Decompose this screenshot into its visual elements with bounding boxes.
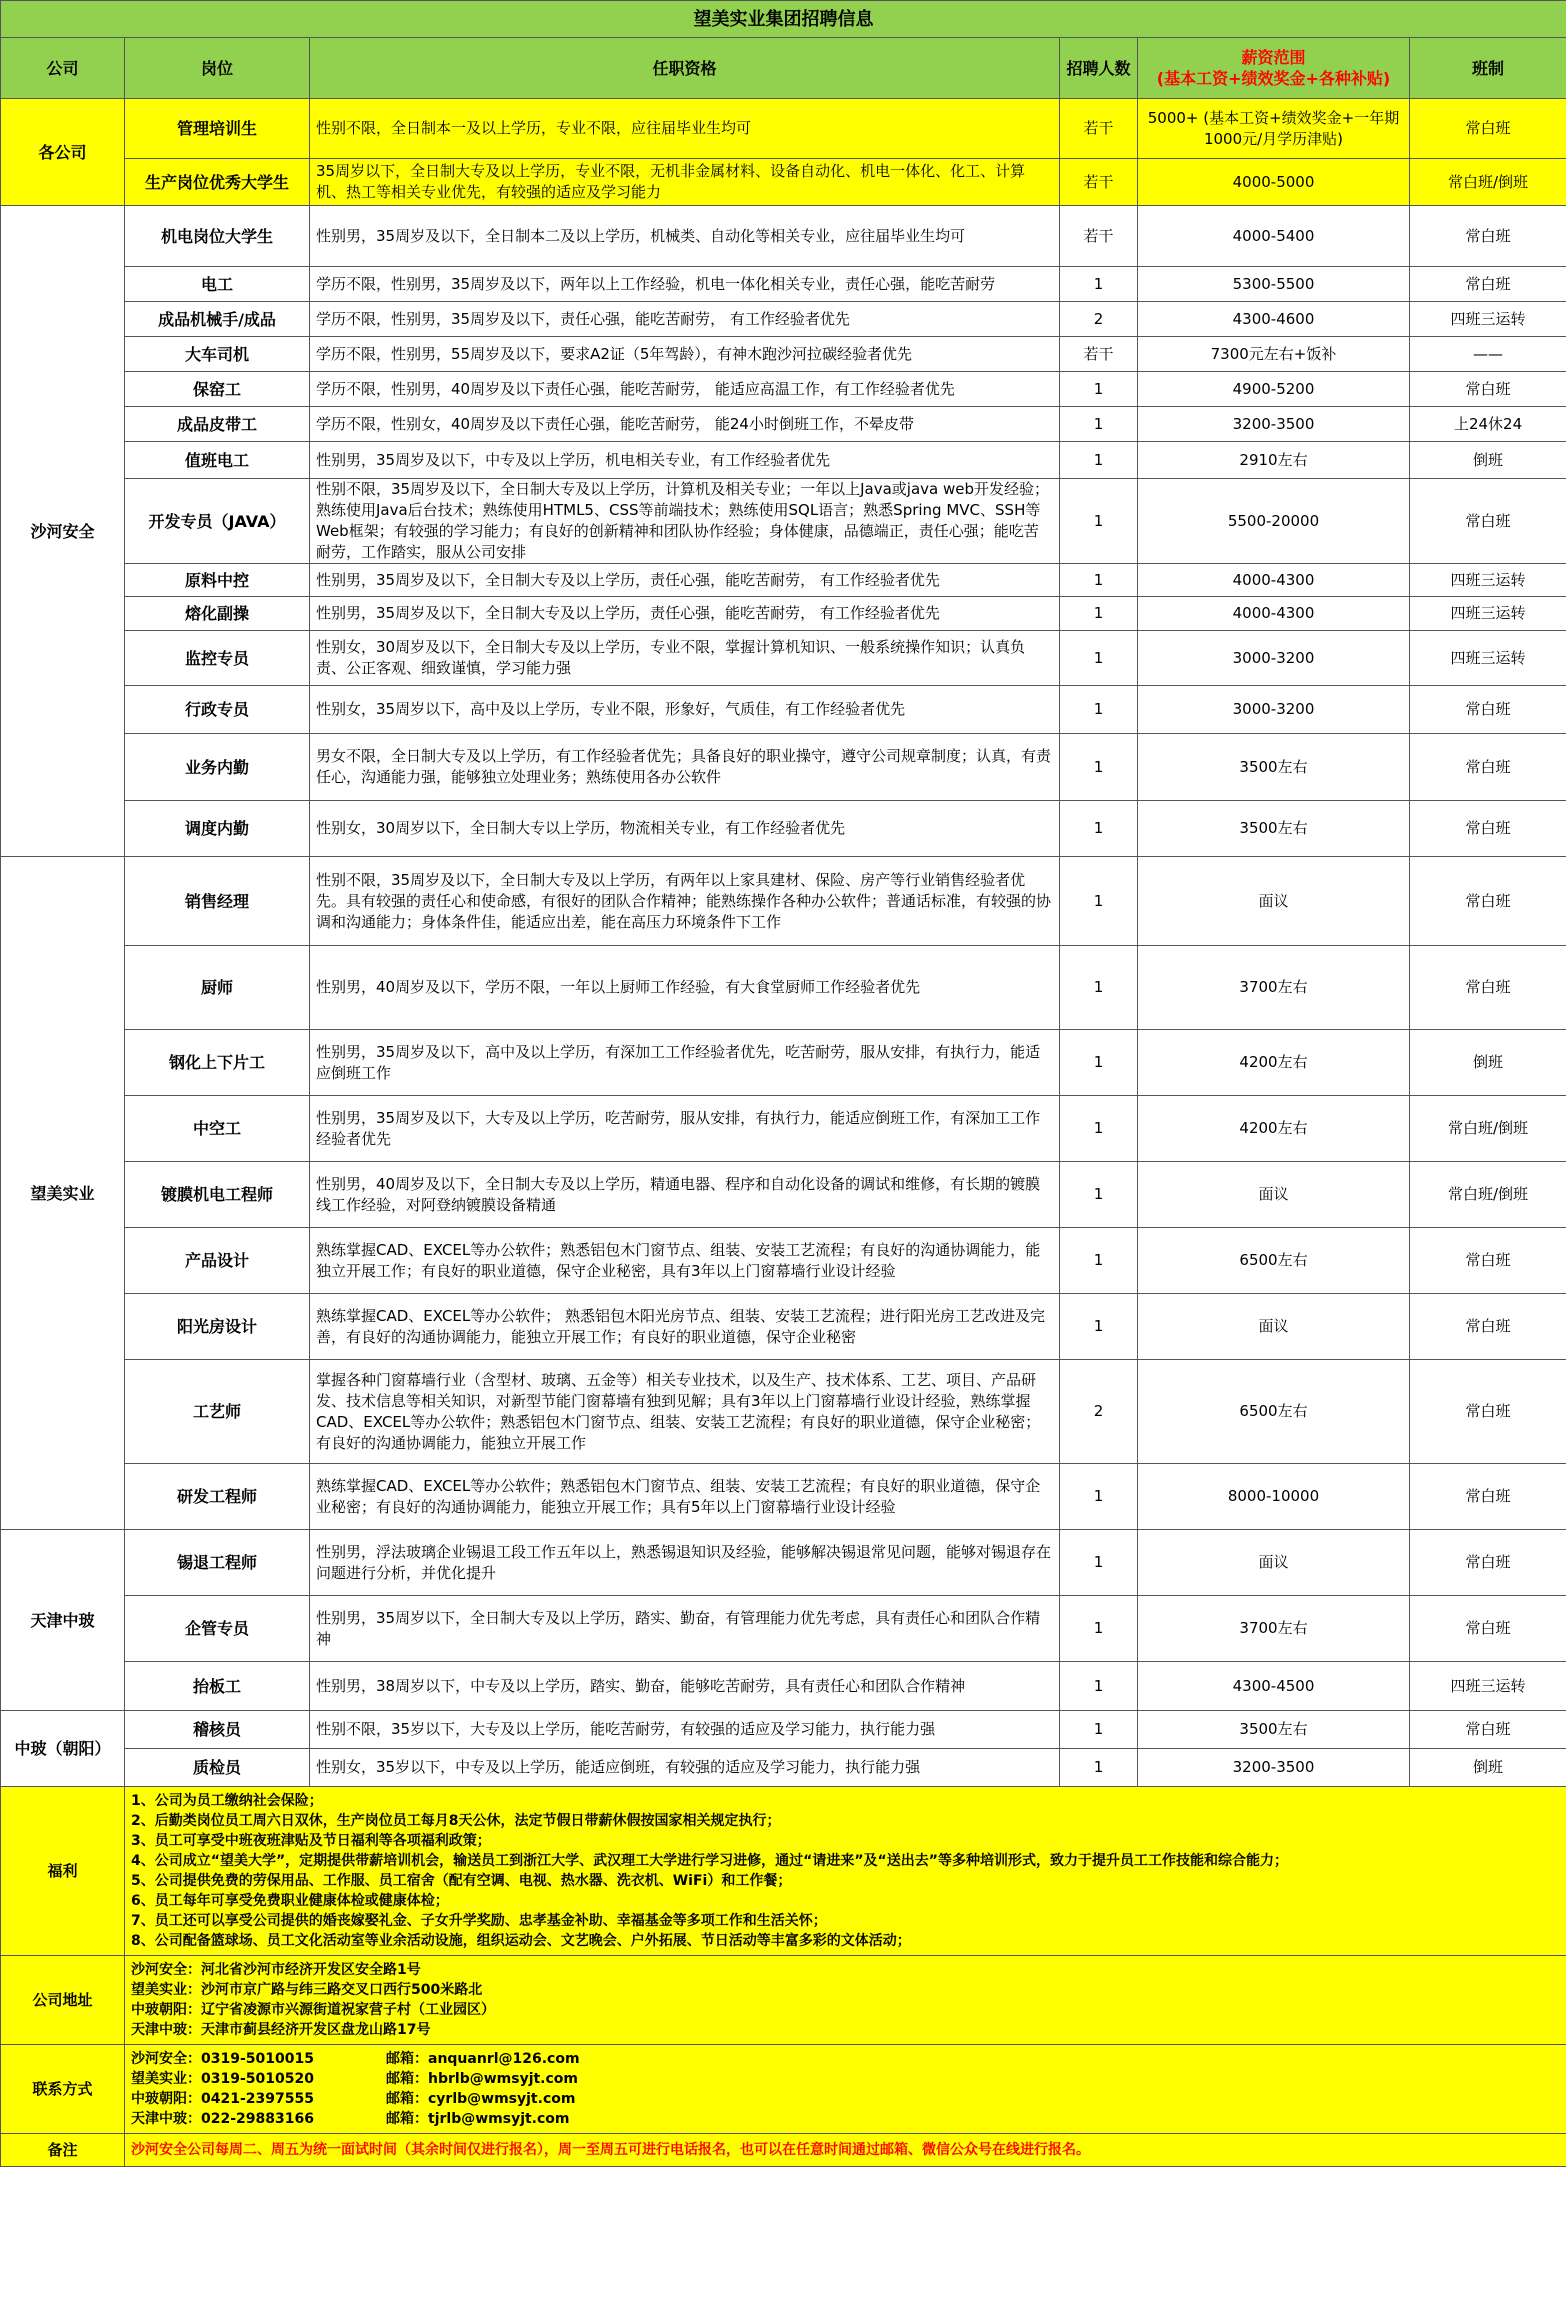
requirements-cell: 性别女，35周岁以下，高中及以上学历，专业不限，形象好，气质佳，有工作经验者优先 <box>310 686 1060 734</box>
shift-cell: 四班三运转 <box>1410 1662 1566 1711</box>
salary-cell: 2910左右 <box>1138 442 1410 479</box>
salary-cell: 3000-3200 <box>1138 631 1410 686</box>
requirements-cell: 性别男，40周岁及以下，全日制大专及以上学历，精通电器、程序和自动化设备的调试和维修，有长期的镀膜线工作经验，对阿登纳镀膜设备精通 <box>310 1162 1060 1228</box>
company-cell: 各公司 <box>1 99 125 206</box>
table-row <box>1 1711 1566 1749</box>
requirements-cell: 性别不限，全日制本一及以上学历，专业不限，应往届毕业生均可 <box>310 99 1060 159</box>
requirements-cell: 性别不限，35岁以下，大专及以上学历，能吃苦耐劳，有较强的适应及学习能力，执行能力强 <box>310 1711 1060 1749</box>
table-row <box>1 686 1566 734</box>
table-row <box>1 1228 1566 1294</box>
requirements-cell: 熟练掌握CAD、EXCEL等办公软件；熟悉铝包木门窗节点、组装、安装工艺流程；有良好的沟通协调能力，能独立开展工作；有良好的职业道德，保守企业秘密，具有3年以上门窗幕墙行业设计经验 <box>310 1228 1060 1294</box>
requirements-cell: 性别男，35周岁及以下，全日制大专及以上学历，责任心强，能吃苦耐劳， 有工作经验者优先 <box>310 597 1060 631</box>
requirements-cell: 学历不限，性别男，35周岁及以下，责任心强，能吃苦耐劳， 有工作经验者优先 <box>310 302 1060 337</box>
count-cell: 1 <box>1060 801 1138 857</box>
table-row <box>1 1360 1566 1464</box>
position-cell: 值班电工 <box>125 442 310 479</box>
position-cell: 成品皮带工 <box>125 407 310 442</box>
salary-cell: 3700左右 <box>1138 946 1410 1030</box>
shift-cell: 常白班 <box>1410 1530 1566 1596</box>
contact-email: 邮箱：anquanrl@126.com <box>386 2051 580 2067</box>
count-cell: 1 <box>1060 1711 1138 1749</box>
count-cell: 1 <box>1060 1030 1138 1096</box>
shift-cell: 常白班/倒班 <box>1410 1096 1566 1162</box>
address-item: 天津中玻：天津市蓟县经济开发区盘龙山路17号 <box>131 2022 431 2038</box>
salary-cell: 8000-10000 <box>1138 1464 1410 1530</box>
table-row <box>1 1030 1566 1096</box>
salary-cell: 3500左右 <box>1138 801 1410 857</box>
welfare-item: 6、员工每年可享受免费职业健康体检或健康体检； <box>131 1893 449 1909</box>
address-item: 中玻朝阳：辽宁省凌源市兴源街道祝家营子村（工业园区） <box>131 2002 495 2018</box>
requirements-cell: 性别男，38周岁以下，中专及以上学历，踏实、勤奋，能够吃苦耐劳，具有责任心和团队合作精神 <box>310 1662 1060 1711</box>
position-cell: 钢化上下片工 <box>125 1030 310 1096</box>
welfare-item: 5、公司提供免费的劳保用品、工作服、员工宿舍（配有空调、电视、热水器、洗衣机、WiFi）和工作餐； <box>131 1873 792 1889</box>
salary-cell: 面议 <box>1138 1294 1410 1360</box>
salary-cell: 6500左右 <box>1138 1228 1410 1294</box>
position-cell: 销售经理 <box>125 857 310 946</box>
company-cell: 中玻（朝阳） <box>1 1711 125 1787</box>
shift-cell: —— <box>1410 337 1566 372</box>
count-cell: 1 <box>1060 946 1138 1030</box>
table-row <box>1 1596 1566 1662</box>
note-cell <box>125 2134 1566 2167</box>
count-cell: 2 <box>1060 302 1138 337</box>
position-cell: 大车司机 <box>125 337 310 372</box>
requirements-cell: 男女不限，全日制大专及以上学历，有工作经验者优先；具备良好的职业操守，遵守公司规章制度；认真，有责任心，沟通能力强，能够独立处理业务；熟练使用各办公软件 <box>310 734 1060 801</box>
welfare-item: 3、员工可享受中班夜班津贴及节日福利等各项福利政策； <box>131 1833 491 1849</box>
requirements-cell: 熟练掌握CAD、EXCEL等办公软件；熟悉铝包木门窗节点、组装、安装工艺流程；有良好的职业道德，保守企业秘密；有良好的沟通协调能力，能独立开展工作；具有5年以上门窗幕墙行业设计经验 <box>310 1464 1060 1530</box>
shift-cell: 常白班 <box>1410 99 1566 159</box>
requirements-cell: 性别男，35周岁及以下，中专及以上学历，机电相关专业，有工作经验者优先 <box>310 442 1060 479</box>
table-row <box>1 597 1566 631</box>
count-cell: 1 <box>1060 372 1138 407</box>
position-cell: 调度内勤 <box>125 801 310 857</box>
requirements-cell: 学历不限，性别男，35周岁及以下，两年以上工作经验，机电一体化相关专业，责任心强，能吃苦耐劳 <box>310 267 1060 302</box>
shift-cell: 常白班/倒班 <box>1410 1162 1566 1228</box>
salary-cell: 5500-20000 <box>1138 479 1410 564</box>
count-cell: 1 <box>1060 1662 1138 1711</box>
contact-item <box>131 2069 1560 2089</box>
header-position: 岗位 <box>125 38 310 99</box>
position-cell: 工艺师 <box>125 1360 310 1464</box>
position-cell: 业务内勤 <box>125 734 310 801</box>
shift-cell: 常白班 <box>1410 1228 1566 1294</box>
table-row <box>1 1294 1566 1360</box>
shift-cell: 倒班 <box>1410 1030 1566 1096</box>
position-cell: 中空工 <box>125 1096 310 1162</box>
address-label: 公司地址 <box>1 1956 125 2045</box>
requirements-cell: 性别女，30周岁及以下，全日制大专及以上学历，专业不限，掌握计算机知识、一般系统操作知识；认真负责、公正客观、细致谨慎，学习能力强 <box>310 631 1060 686</box>
welfare-list <box>125 1787 1566 1956</box>
salary-cell: 4300-4600 <box>1138 302 1410 337</box>
salary-cell: 6500左右 <box>1138 1360 1410 1464</box>
company-cell: 沙河安全 <box>1 206 125 857</box>
contact-item <box>131 2089 1560 2109</box>
table-row <box>1 1662 1566 1711</box>
count-cell: 1 <box>1060 631 1138 686</box>
count-cell: 1 <box>1060 1162 1138 1228</box>
table-row <box>1 734 1566 801</box>
requirements-cell: 性别男，35周岁及以下，高中及以上学历，有深加工工作经验者优先，吃苦耐劳，服从安排，有执行力，能适应倒班工作 <box>310 1030 1060 1096</box>
position-cell: 锡退工程师 <box>125 1530 310 1596</box>
welfare-item: 2、后勤类岗位员工周六日双休，生产岗位员工每月8天公休，法定节假日带薪休假按国家相关规定执行； <box>131 1813 781 1829</box>
shift-cell: 常白班 <box>1410 734 1566 801</box>
shift-cell: 常白班 <box>1410 372 1566 407</box>
table-row <box>1 479 1566 564</box>
count-cell: 1 <box>1060 1596 1138 1662</box>
header-salary <box>1138 38 1410 99</box>
table-row <box>1 99 1566 159</box>
position-cell: 电工 <box>125 267 310 302</box>
contact-email: 邮箱：hbrlb@wmsyjt.com <box>386 2071 579 2087</box>
position-cell: 行政专员 <box>125 686 310 734</box>
shift-cell: 常白班 <box>1410 946 1566 1030</box>
position-cell: 生产岗位优秀大学生 <box>125 159 310 206</box>
count-cell: 1 <box>1060 1294 1138 1360</box>
requirements-cell: 性别女，35岁以下，中专及以上学历，能适应倒班，有较强的适应及学习能力，执行能力强 <box>310 1749 1060 1787</box>
contact-list <box>125 2045 1566 2134</box>
count-cell: 若干 <box>1060 159 1138 206</box>
salary-cell: 7300元左右+饭补 <box>1138 337 1410 372</box>
table-row <box>1 302 1566 337</box>
count-cell: 1 <box>1060 686 1138 734</box>
salary-cell: 4000-4300 <box>1138 564 1410 597</box>
note-text: 沙河安全公司每周二、周五为统一面试时间（其余时间仅进行报名），周一至周五可进行电话报名，也可以在任意时间通过邮箱、微信公众号在线进行报名。 <box>131 2142 1090 2158</box>
salary-cell: 4000-4300 <box>1138 597 1410 631</box>
position-cell: 阳光房设计 <box>125 1294 310 1360</box>
position-cell: 管理培训生 <box>125 99 310 159</box>
count-cell: 1 <box>1060 1530 1138 1596</box>
requirements-cell: 掌握各种门窗幕墙行业（含型材、玻璃、五金等）相关专业技术，以及生产、技术体系、工艺、项目、产品研发、技术信息等相关知识，对新型节能门窗幕墙有独到见解；具有3年以上门窗幕墙行业设计经验，熟练掌握CAD、EXCEL等办公软件；熟悉铝包木门窗节点、组装、安装工艺流程；有良好的职业道德，保守企业秘密；有良好的沟通协调能力，能独立开展工作 <box>310 1360 1060 1464</box>
position-cell: 质检员 <box>125 1749 310 1787</box>
requirements-cell: 性别男，浮法玻璃企业锡退工段工作五年以上，熟悉锡退知识及经验，能够解决锡退常见问题，能够对锡退存在问题进行分析，并优化提升 <box>310 1530 1060 1596</box>
shift-cell: 四班三运转 <box>1410 302 1566 337</box>
position-cell: 企管专员 <box>125 1596 310 1662</box>
welfare-label: 福利 <box>1 1787 125 1956</box>
shift-cell: 常白班 <box>1410 267 1566 302</box>
requirements-cell: 性别不限，35周岁及以下，全日制大专及以上学历，计算机及相关专业；一年以上Java或java web开发经验；熟练使用Java后台技术；熟练使用HTML5、CSS等前端技术；熟练使用SQL语言；熟悉Spring MVC、SSH等Web框架；有较强的学习能力；有良好的创新精神和团队协作经验；身体健康，品德端正，责任心强；能吃苦耐劳，工作踏实，服从公司安排 <box>310 479 1060 564</box>
table-row <box>1 267 1566 302</box>
table-row <box>1 631 1566 686</box>
position-cell: 开发专员（JAVA） <box>125 479 310 564</box>
table-row <box>1 1162 1566 1228</box>
shift-cell: 常白班/倒班 <box>1410 159 1566 206</box>
requirements-cell: 性别男，35周岁及以下，全日制本二及以上学历，机械类、自动化等相关专业，应往届毕业生均可 <box>310 206 1060 267</box>
count-cell: 1 <box>1060 1749 1138 1787</box>
requirements-cell: 学历不限，性别女，40周岁及以下责任心强，能吃苦耐劳， 能24小时倒班工作，不晕皮带 <box>310 407 1060 442</box>
contact-phone: 天津中玻：022-29883166 <box>131 2111 314 2127</box>
welfare-item: 7、员工还可以享受公司提供的婚丧嫁娶礼金、子女升学奖励、忠孝基金补助、幸福基金等多项工作和生活关怀； <box>131 1913 827 1929</box>
shift-cell: 常白班 <box>1410 857 1566 946</box>
requirements-cell: 性别男，35周岁及以下，全日制大专及以上学历，责任心强，能吃苦耐劳， 有工作经验者优先 <box>310 564 1060 597</box>
position-cell: 保窑工 <box>125 372 310 407</box>
position-cell: 稽核员 <box>125 1711 310 1749</box>
welfare-item: 4、公司成立“望美大学”，定期提供带薪培训机会，输送员工到浙江大学、武汉理工大学进行学习进修，通过“请进来”及“送出去”等多种培训形式，致力于提升员工工作技能和综合能力； <box>131 1853 1288 1869</box>
count-cell: 1 <box>1060 1096 1138 1162</box>
shift-cell: 常白班 <box>1410 1596 1566 1662</box>
count-cell: 2 <box>1060 1360 1138 1464</box>
contact-label: 联系方式 <box>1 2045 125 2134</box>
salary-cell: 3000-3200 <box>1138 686 1410 734</box>
welfare-item: 8、公司配备篮球场、员工文化活动室等业余活动设施，组织运动会、文艺晚会、户外拓展、节日活动等丰富多彩的文体活动； <box>131 1933 911 1949</box>
table-row <box>1 564 1566 597</box>
count-cell: 若干 <box>1060 337 1138 372</box>
table-row <box>1 206 1566 267</box>
salary-cell: 面议 <box>1138 1162 1410 1228</box>
requirements-cell: 性别女，30周岁以下，全日制大专以上学历，物流相关专业，有工作经验者优先 <box>310 801 1060 857</box>
requirements-cell: 35周岁以下，全日制大专及以上学历，专业不限，无机非金属材料、设备自动化、机电一体化、化工、计算机、热工等相关专业优先，有较强的适应及学习能力 <box>310 159 1060 206</box>
salary-cell: 4300-4500 <box>1138 1662 1410 1711</box>
count-cell: 1 <box>1060 734 1138 801</box>
address-item: 望美实业：沙河市京广路与纬三路交叉口西行500米路北 <box>131 1982 483 1998</box>
salary-cell: 5300-5500 <box>1138 267 1410 302</box>
header-shift: 班制 <box>1410 38 1566 99</box>
position-cell: 熔化副操 <box>125 597 310 631</box>
shift-cell: 四班三运转 <box>1410 631 1566 686</box>
shift-cell: 常白班 <box>1410 206 1566 267</box>
salary-cell: 4000-5000 <box>1138 159 1410 206</box>
count-cell: 1 <box>1060 1464 1138 1530</box>
company-cell: 望美实业 <box>1 857 125 1530</box>
table-row <box>1 801 1566 857</box>
count-cell: 1 <box>1060 564 1138 597</box>
welfare-item: 1、公司为员工缴纳社会保险； <box>131 1793 323 1809</box>
header-salary-note: (基本工资+绩效奖金+各种补贴) <box>1156 69 1391 88</box>
position-cell: 研发工程师 <box>125 1464 310 1530</box>
shift-cell: 常白班 <box>1410 1294 1566 1360</box>
position-cell: 抬板工 <box>125 1662 310 1711</box>
table-row <box>1 407 1566 442</box>
contact-phone: 沙河安全：0319-5010015 <box>131 2051 314 2067</box>
job-table-body <box>1 99 1566 1787</box>
requirements-cell: 熟练掌握CAD、EXCEL等办公软件； 熟悉铝包木阳光房节点、组装、安装工艺流程；进行阳光房工艺改进及完善，有良好的沟通协调能力，能独立开展工作；有良好的职业道德，保守企业秘密 <box>310 1294 1060 1360</box>
salary-cell: 3200-3500 <box>1138 1749 1410 1787</box>
shift-cell: 倒班 <box>1410 442 1566 479</box>
requirements-cell: 性别男，35周岁及以下，大专及以上学历，吃苦耐劳，服从安排，有执行力，能适应倒班工作，有深加工工作经验者优先 <box>310 1096 1060 1162</box>
table-row <box>1 1530 1566 1596</box>
contact-phone: 中玻朝阳：0421-2397555 <box>131 2091 314 2107</box>
count-cell: 1 <box>1060 267 1138 302</box>
position-cell: 成品机械手/成品 <box>125 302 310 337</box>
table-row <box>1 1096 1566 1162</box>
salary-cell: 3500左右 <box>1138 734 1410 801</box>
address-list <box>125 1956 1566 2045</box>
note-label: 备注 <box>1 2134 125 2167</box>
table-row <box>1 1464 1566 1530</box>
count-cell: 1 <box>1060 597 1138 631</box>
header-salary-title: 薪资范围 <box>1241 48 1306 67</box>
table-row <box>1 337 1566 372</box>
salary-cell: 3500左右 <box>1138 1711 1410 1749</box>
shift-cell: 四班三运转 <box>1410 564 1566 597</box>
count-cell: 1 <box>1060 1228 1138 1294</box>
count-cell: 1 <box>1060 407 1138 442</box>
header-count: 招聘人数 <box>1060 38 1138 99</box>
company-cell: 天津中玻 <box>1 1530 125 1711</box>
salary-cell: 面议 <box>1138 857 1410 946</box>
contact-email: 邮箱：cyrlb@wmsyjt.com <box>386 2091 576 2107</box>
salary-cell: 3200-3500 <box>1138 407 1410 442</box>
position-cell: 机电岗位大学生 <box>125 206 310 267</box>
requirements-cell: 学历不限，性别男，40周岁及以下责任心强，能吃苦耐劳， 能适应高温工作，有工作经验者优先 <box>310 372 1060 407</box>
requirements-cell: 性别男，35周岁以下，全日制大专及以上学历，踏实、勤奋，有管理能力优先考虑，具有责任心和团队合作精神 <box>310 1596 1060 1662</box>
count-cell: 1 <box>1060 857 1138 946</box>
position-cell: 监控专员 <box>125 631 310 686</box>
contact-email: 邮箱：tjrlb@wmsyjt.com <box>386 2111 570 2127</box>
table-row <box>1 857 1566 946</box>
requirements-cell: 性别男，40周岁及以下，学历不限，一年以上厨师工作经验，有大食堂厨师工作经验者优先 <box>310 946 1060 1030</box>
shift-cell: 常白班 <box>1410 801 1566 857</box>
shift-cell: 常白班 <box>1410 479 1566 564</box>
count-cell: 1 <box>1060 479 1138 564</box>
contact-phone: 望美实业：0319-5010520 <box>131 2071 314 2087</box>
info-section <box>1 1787 1566 2167</box>
table-row <box>1 442 1566 479</box>
shift-cell: 常白班 <box>1410 686 1566 734</box>
shift-cell: 四班三运转 <box>1410 597 1566 631</box>
page-title: 望美实业集团招聘信息 <box>1 1 1566 38</box>
shift-cell: 常白班 <box>1410 1464 1566 1530</box>
count-cell: 若干 <box>1060 99 1138 159</box>
salary-cell: 面议 <box>1138 1530 1410 1596</box>
salary-cell: 4000-5400 <box>1138 206 1410 267</box>
shift-cell: 常白班 <box>1410 1360 1566 1464</box>
table-row <box>1 946 1566 1030</box>
count-cell: 若干 <box>1060 206 1138 267</box>
contact-item <box>131 2049 1560 2069</box>
salary-cell: 3700左右 <box>1138 1596 1410 1662</box>
table-row <box>1 372 1566 407</box>
table-row <box>1 1749 1566 1787</box>
count-cell: 1 <box>1060 442 1138 479</box>
position-cell: 镀膜机电工程师 <box>125 1162 310 1228</box>
salary-cell: 4200左右 <box>1138 1030 1410 1096</box>
salary-cell: 4900-5200 <box>1138 372 1410 407</box>
salary-cell: 5000+ (基本工资+绩效奖金+一年期1000元/月学历津贴) <box>1138 99 1410 159</box>
position-cell: 厨师 <box>125 946 310 1030</box>
contact-item <box>131 2109 1560 2129</box>
header-company: 公司 <box>1 38 125 99</box>
requirements-cell: 性别不限，35周岁及以下，全日制大专及以上学历，有两年以上家具建材、保险、房产等行业销售经验者优先。具有较强的责任心和使命感，有很好的团队合作精神；能熟练操作各种办公软件；普通话标准，有较强的协调和沟通能力；身体条件佳，能适应出差，能在高压力环境条件下工作 <box>310 857 1060 946</box>
shift-cell: 常白班 <box>1410 1711 1566 1749</box>
salary-cell: 4200左右 <box>1138 1096 1410 1162</box>
position-cell: 原料中控 <box>125 564 310 597</box>
requirements-cell: 学历不限，性别男，55周岁及以下，要求A2证（5年驾龄），有神木跑沙河拉碳经验者优先 <box>310 337 1060 372</box>
shift-cell: 倒班 <box>1410 1749 1566 1787</box>
shift-cell: 上24休24 <box>1410 407 1566 442</box>
header-requirements: 任职资格 <box>310 38 1060 99</box>
address-item: 沙河安全：河北省沙河市经济开发区安全路1号 <box>131 1962 421 1978</box>
position-cell: 产品设计 <box>125 1228 310 1294</box>
table-row <box>1 159 1566 206</box>
